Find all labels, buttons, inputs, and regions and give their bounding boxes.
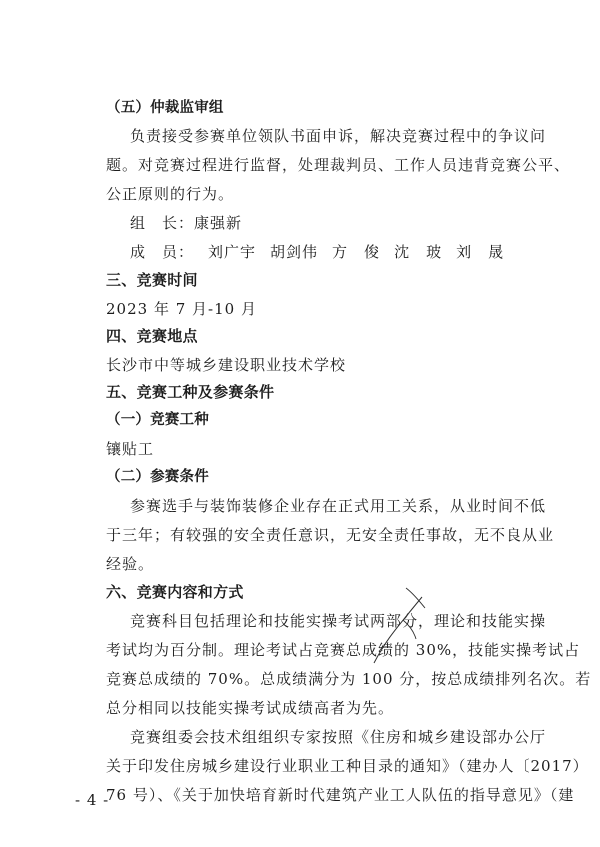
section-trade-sub2-line-1: 参赛选手与装饰装修企业存在正式用工关系，从业时间不低 [130, 497, 547, 515]
arbitration-paragraph-line-1: 负责接受参赛单位领队书面申诉，解决竞赛过程中的争议问 [130, 127, 547, 145]
section-trade-sub1-title: （一）竞赛工种 [106, 412, 209, 428]
section-content-paragraph1-line-1: 竞赛科目包括理论和技能实操考试两部分，理论和技能实操 [130, 612, 547, 630]
arbitration-member-5: 刘 晟 [456, 243, 505, 261]
arbitration-member-4: 沈 玻 [394, 243, 443, 261]
arbitration-members-line [130, 242, 504, 262]
section-content-paragraph1-line-3: 竞赛总成绩的 70%。总成绩满分为 100 分，按总成绩排列名次。若 [106, 670, 592, 688]
section-content-paragraph2-line-3: 76 号）、《关于加快培育新时代建筑产业工人队伍的指导意见》（建 [106, 786, 575, 804]
section-trade-title: 五、竞赛工种及参赛条件 [106, 383, 275, 401]
arbitration-member-3: 方 俊 [332, 243, 381, 261]
arbitration-member-2: 胡剑伟 [270, 243, 319, 261]
section-arbitration-title: （五）仲裁监审组 [106, 100, 224, 116]
section-location-title: 四、竞赛地点 [106, 327, 198, 345]
arbitration-paragraph-line-2: 题。对竞赛过程进行监督，处理裁判员、工作人员违背竞赛公平、 [106, 156, 571, 174]
arbitration-paragraph-line-3: 公正原则的行为。 [106, 185, 235, 203]
section-trade-sub2-line-2: 于三年；有较强的安全责任意识，无安全责任事故，无不良从业 [106, 526, 555, 544]
section-location-content: 长沙市中等城乡建设职业技术学校 [106, 356, 347, 374]
arbitration-leader-line: 组 长：康强新 [130, 214, 243, 232]
page-number: - 4 - [75, 791, 110, 809]
arbitration-members-label: 成 员： [130, 243, 195, 261]
section-content-paragraph1-line-4: 总分相同以技能实操考试成绩高者为先。 [106, 699, 395, 717]
section-time-title: 三、竞赛时间 [106, 271, 198, 289]
section-content-paragraph1-line-2: 考试均为百分制。理论考试占竞赛总成绩的 30%，技能实操考试占 [106, 641, 581, 659]
section-content-paragraph2-line-1: 竞赛组委会技术组组织专家按照《住房和城乡建设部办公厅 [130, 728, 547, 746]
section-trade-sub2-line-3: 经验。 [106, 555, 155, 573]
arbitration-member-1: 刘广宇 [208, 243, 257, 261]
section-trade-sub1-content: 镶贴工 [106, 440, 155, 458]
section-time-content: 2023 年 7 月-10 月 [106, 300, 257, 318]
section-trade-sub2-title: （二）参赛条件 [106, 469, 209, 485]
section-content-title: 六、竞赛内容和方式 [106, 583, 244, 601]
section-content-paragraph2-line-2: 关于印发住房城乡建设行业职业工种目录的通知》（建办人〔2017） [106, 757, 589, 775]
